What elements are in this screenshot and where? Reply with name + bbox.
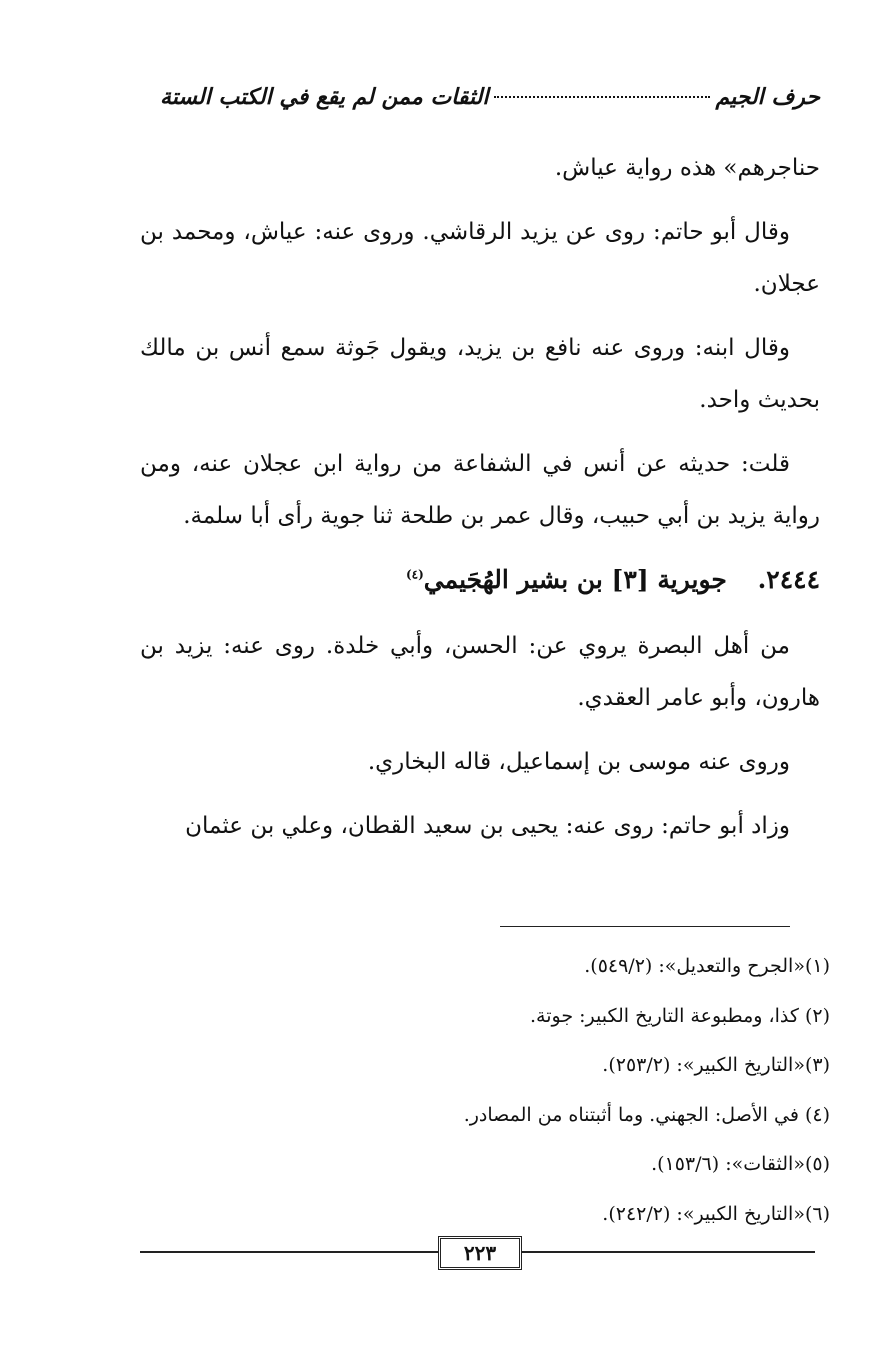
entry-paragraph-1: من أهل البصرة يروي عن: الحسن، وأبي خلدة. روى عنه: يزيد بن هارون، وأبو عامر العقدي.	[140, 633, 820, 711]
header-dot-leader	[494, 96, 709, 98]
header-section: حرف الجيم	[715, 84, 820, 110]
running-header	[160, 84, 820, 124]
paragraph-abu-hatim	[140, 206, 820, 310]
paragraph-ibnuh: وقال ابنه: وروى عنه نافع بن يزيد، ويقول جَوثة سمع أنس بن مالك بحديث واحد.	[140, 335, 820, 413]
footnotes	[140, 942, 830, 1239]
entry-name: جويرية [٣] بن بشير الهُجَيمي	[423, 565, 727, 594]
footnote: (٣)«التاريخ الكبير»: (٢٥٣/٢).	[602, 1054, 830, 1076]
footnote: (٦)«التاريخ الكبير»: (٢٤٢/٢).	[602, 1202, 830, 1225]
main-text	[140, 142, 820, 864]
footnote: (٥)«الثقات»: (١٥٣/٦).	[651, 1153, 830, 1175]
footnote: (٤) في الأصل: الجهني. وما أثبتناه من المصادر.	[463, 1103, 830, 1126]
footnote-separator	[500, 926, 790, 927]
entry-paragraph-2: وروى عنه موسى بن إسماعيل، قاله البخاري.	[367, 749, 790, 775]
paragraph-text: وقال أبو حاتم: روى عن يزيد الرقاشي. وروى عنه: عياش، ومحمد بن عجلان.	[140, 219, 820, 297]
header-title: الثقات ممن لم يقع في الكتب الستة	[160, 84, 489, 110]
page-number: ٢٢٣	[438, 1236, 522, 1270]
footnote: (٢) كذا، ومطبوعة التاريخ الكبير: جوتة.	[530, 1004, 830, 1027]
paragraph-qult: قلت: حديثه عن أنس في الشفاعة من رواية ابن عجلان عنه، ومن رواية يزيد بن أبي حبيب، وقال عمر بن طلحة ثنا جوية رأى أبا سلمة.	[140, 451, 820, 529]
footnote-ref: (٤)	[405, 567, 424, 582]
entry-number: ٢٤٤٤.	[757, 565, 820, 594]
paragraph-continuation: حناجرهم» هذه رواية عياش.	[554, 155, 820, 181]
entry-paragraph-3: وزاد أبو حاتم: روى عنه: يحيى بن سعيد القطان، وعلي بن عثمان	[185, 813, 790, 839]
entry-heading	[140, 554, 820, 606]
footnote: (١)«الجرح والتعديل»: (٥٤٩/٢).	[584, 955, 830, 977]
